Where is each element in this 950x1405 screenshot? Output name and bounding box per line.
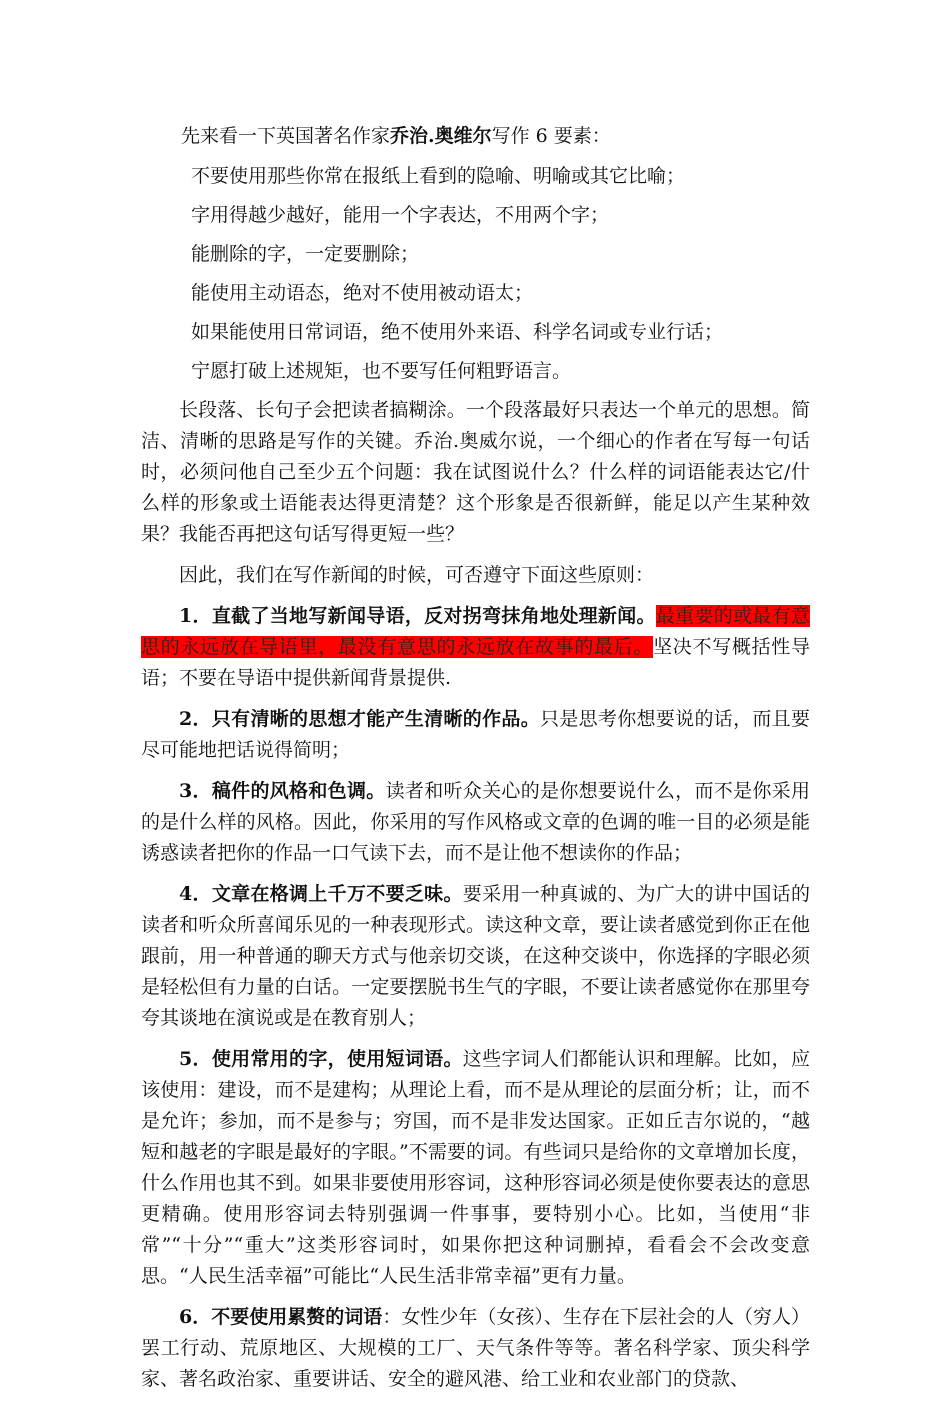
rule-item: 能使用主动语态，绝对不使用被动语太；: [191, 282, 534, 304]
principle-body: 要采用一种真诚的、为广大的讲中国话的读者和听众所喜闻乐见的一种表现形式。读这种文章，要让读者感觉到你正在他跟前，用一种普通的聊天方式与他亲切交谈，在这种交谈中，你选择的字眼必须是轻松但有力量的白话。一定要摆脱书生气的字眼，不要让读者感觉你在那里夸夸其谈地在演说或是在教育别人；: [141, 883, 810, 1029]
rule-item: 宁愿打破上述规矩，也不要写任何粗野语言。: [191, 360, 572, 382]
principle-heading: 2．只有清晰的思想才能产生清晰的作品。: [179, 708, 541, 730]
intro-pre: 先来看一下英国著名作家: [181, 125, 391, 147]
principle-5: [141, 1044, 810, 1292]
paragraph-therefore: 因此，我们在写作新闻的时候，可否遵守下面这些原则：: [179, 564, 655, 586]
intro-post: 写作 6 要素：: [491, 125, 611, 147]
principle-heading: 3．稿件的风格和色调。: [179, 780, 386, 802]
principle-body: 读者和听众关心的是你想要说什么，而不是你采用的是什么样的风格。因此，你采用的写作风格或文章的色调的唯一目的必须是能诱惑读者把你的作品一口气读下去，而不是让他不想读你的作品；: [141, 780, 810, 864]
principle-1: [141, 601, 810, 694]
intro-line: [141, 121, 810, 152]
principle-body: 坚决不写概括性导语；不要在导语中提供新闻背景提供.: [141, 636, 810, 689]
rule-item: 如果能使用日常词语，绝不使用外来语、科学名词或专业行话；: [191, 321, 724, 343]
principle-6: [141, 1302, 810, 1395]
rule-item: 不要使用那些你常在报纸上看到的隐喻、明喻或其它比喻；: [191, 165, 686, 187]
principle-body: 这些字词人们都能认识和理解。比如，应该使用：建设，而不是建构；从理论上看，而不是从理论的层面分析；让，而不是允许；参加，而不是参与；穷国，而不是非发达国家。正如丘吉尔说的，“越短和越老的字眼是最好的字眼。”不需要的词。有些词只是给你的文章增加长度，什么作用也其不到。如果非要使用形容词，这种形容词必须是使你要表达的意思更精确。使用形容词去特别强调一件事事，要特别小心。比如，当使用“非常”“十分”“重大”这类形容词时，如果你把这种词删掉，看看会不会改变意思。“人民生活幸福”可能比“人民生活非常幸福”更有力量。: [141, 1048, 810, 1287]
principle-body: ：女性少年（女孩）、生存在下层社会的人（穷人）罢工行动、荒原地区、大规模的工厂、天气条件等等。著名科学家、顶尖科学家、著名政治家、重要讲话、安全的避风港、给工业和农业部门的贷款、: [141, 1306, 810, 1390]
principle-heading: 4．文章在格调上千万不要乏味。: [179, 883, 463, 905]
principle-heading: 1．直截了当地写新闻导语，反对拐弯抹角地处理新闻。: [179, 605, 656, 627]
paragraph-long-sentences: 长段落、长句子会把读者搞糊涂。一个段落最好只表达一个单元的思想。简洁、清晰的思路是写作的关键。乔治.奥威尔说，一个细心的作者在写每一句话时，必须问他自己至少五个问题：我在试图说什么？什么样的词语能表达它/什么样的形象或土语能表达得更清楚？这个形象是否很新鲜，能足以产生某种效果？我能否再把这句话写得更短一些？: [141, 399, 810, 545]
principle-4: [141, 879, 810, 1034]
principle-heading: 6．不要使用累赘的词语: [179, 1306, 383, 1328]
document-page: [141, 121, 810, 1405]
principle-2: [141, 704, 810, 766]
rule-item: 能删除的字，一定要删除；: [191, 243, 420, 265]
intro-author: 乔治.奥维尔: [390, 125, 492, 147]
rule-item: 字用得越少越好，能用一个字表达，不用两个字；: [191, 204, 610, 226]
principle-3: [141, 776, 810, 869]
principle-body: 只是思考你想要说的话，而且要尽可能地把话说得简明；: [141, 708, 810, 761]
highlighted-text: 最重要的或最有意思的永远放在导语里，最没有意思的永远放在故事的最后。: [141, 605, 810, 658]
principle-heading: 5．使用常用的字，使用短词语。: [179, 1048, 463, 1070]
